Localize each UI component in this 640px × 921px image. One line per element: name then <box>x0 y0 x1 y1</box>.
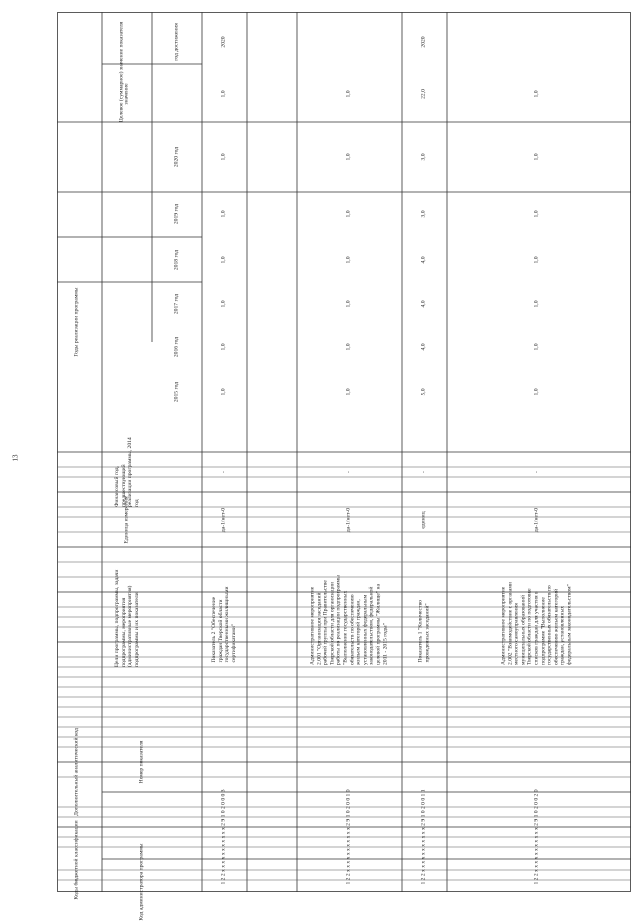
header-2020: 2020 год <box>173 146 180 168</box>
row4-2020: 1,0 <box>533 153 540 161</box>
row3-2016: 4,0 <box>420 343 427 351</box>
row1-base: - <box>220 471 227 473</box>
row3-2017: 4,0 <box>420 300 427 308</box>
row4-name: Административное мероприятие 2.002 "Взаимодействие с органами местного самоуправления муниципальных образований Тверской области по подготовке списков граждан для участия в подпрограмме "Выполнение государственных обязательств по обеспечению жильем категорий граждан, установленных федеральным законодательством" <box>500 582 573 665</box>
row3-unit: единиц <box>420 511 427 529</box>
row4-codes: 1 2 2 x x x x x x x x x x x 2 9 1 0 2 0 0 2 0 <box>533 789 540 885</box>
header-years-group: Годы реализации программы <box>73 287 80 357</box>
row2-2017: 1,0 <box>345 300 352 308</box>
row1-2019: 1,0 <box>220 210 227 218</box>
row1-2016: 1,0 <box>220 343 227 351</box>
indicator-table <box>57 12 631 921</box>
header-year-reached: год достижения <box>173 23 180 61</box>
row4-2019: 1,0 <box>533 210 540 218</box>
row2-2020: 1,0 <box>345 153 352 161</box>
row2-2016: 1,0 <box>345 343 352 351</box>
row1-2020: 1,0 <box>220 153 227 161</box>
row1-2017: 1,0 <box>220 300 227 308</box>
header-value: значение <box>123 83 130 105</box>
row4-2018: 1,0 <box>533 256 540 264</box>
row3-base: - <box>420 471 427 473</box>
row2-2019: 1,0 <box>345 210 352 218</box>
header-2018: 2018 год <box>173 249 180 271</box>
row1-target: 1,0 <box>220 90 227 98</box>
header-extra-code: Дополнительный аналитический код <box>73 728 80 816</box>
row1-name: Показатель 2 "Обеспечение граждан Тверской области государственными жилищными сертификатами" <box>210 586 237 663</box>
row4-2015: 1,0 <box>533 388 540 396</box>
header-2017: 2017 год <box>173 293 180 315</box>
row2-2015: 1,0 <box>345 388 352 396</box>
header-financial-year: Финансовый год, предшествующий реализации программы, 2014 год <box>113 437 140 507</box>
header-admin-code: Код администратора программы <box>138 843 145 921</box>
row1-unit: да-1/нет-0 <box>220 507 227 533</box>
row2-base: - <box>345 471 352 473</box>
row3-target: 22,0 <box>420 89 427 99</box>
row4-2016: 1,0 <box>533 343 540 351</box>
row3-name: Показатель 1 "Количество проведенных заседаний" <box>417 600 430 663</box>
row3-target-year: 2020 <box>420 36 427 48</box>
row2-unit: да-1/нет-0 <box>345 507 352 533</box>
row3-2015: 5,0 <box>420 388 427 396</box>
row4-target: 1,0 <box>533 90 540 98</box>
row3-codes: 1 2 2 x x x x x x x x x x x 2 9 1 0 2 0 0 1 1 <box>420 789 427 885</box>
row3-2018: 4,0 <box>420 256 427 264</box>
row2-target: 1,0 <box>345 90 352 98</box>
row4-base: - <box>533 471 540 473</box>
row2-2018: 1,0 <box>345 256 352 264</box>
row2-name: Административное мероприятие 2.001 "Организация заседаний рабочей группы при Правительстве Тверской области для организации работы по реализации подпрограммы "Выполнение государственных обязательств по обеспечению жильем категорий граждан, установленных федеральным законодательством, федеральной целевой программы "Жилище" на 2011 - 2015 годы" <box>309 575 388 665</box>
header-2016: 2016 год <box>173 336 180 358</box>
header-unit: Единица измерения <box>123 496 130 544</box>
header-name: Цели программы, подпрограммы, задачи подпрограммы, мероприятия (административные мероприятия) подпрограммы и их показатели <box>113 569 140 667</box>
header-2019: 2019 год <box>173 203 180 225</box>
row1-target-year: 2020 <box>220 36 227 48</box>
row4-unit: да-1/нет-0 <box>533 507 540 533</box>
row1-codes: 1 2 2 x x x x x x x x x x x 2 9 1 0 2 0 0 0 3 <box>220 789 227 885</box>
header-budget-codes: Коды бюджетной классификации <box>73 820 80 900</box>
row4-2017: 1,0 <box>533 300 540 308</box>
row2-codes: 1 2 2 x x x x x x x x x x x 2 9 1 0 2 0 0 1 0 <box>345 789 352 885</box>
row1-2018: 1,0 <box>220 256 227 264</box>
page-number: 13 <box>11 454 20 462</box>
row3-2019: 3,0 <box>420 210 427 218</box>
header-target-group: Целевое (суммарное) значение показателя <box>118 21 125 123</box>
header-indicator-num: Номер показателя <box>138 740 145 784</box>
row1-2015: 1,0 <box>220 388 227 396</box>
row3-2020: 3,0 <box>420 153 427 161</box>
header-2015: 2015 год <box>173 381 180 403</box>
